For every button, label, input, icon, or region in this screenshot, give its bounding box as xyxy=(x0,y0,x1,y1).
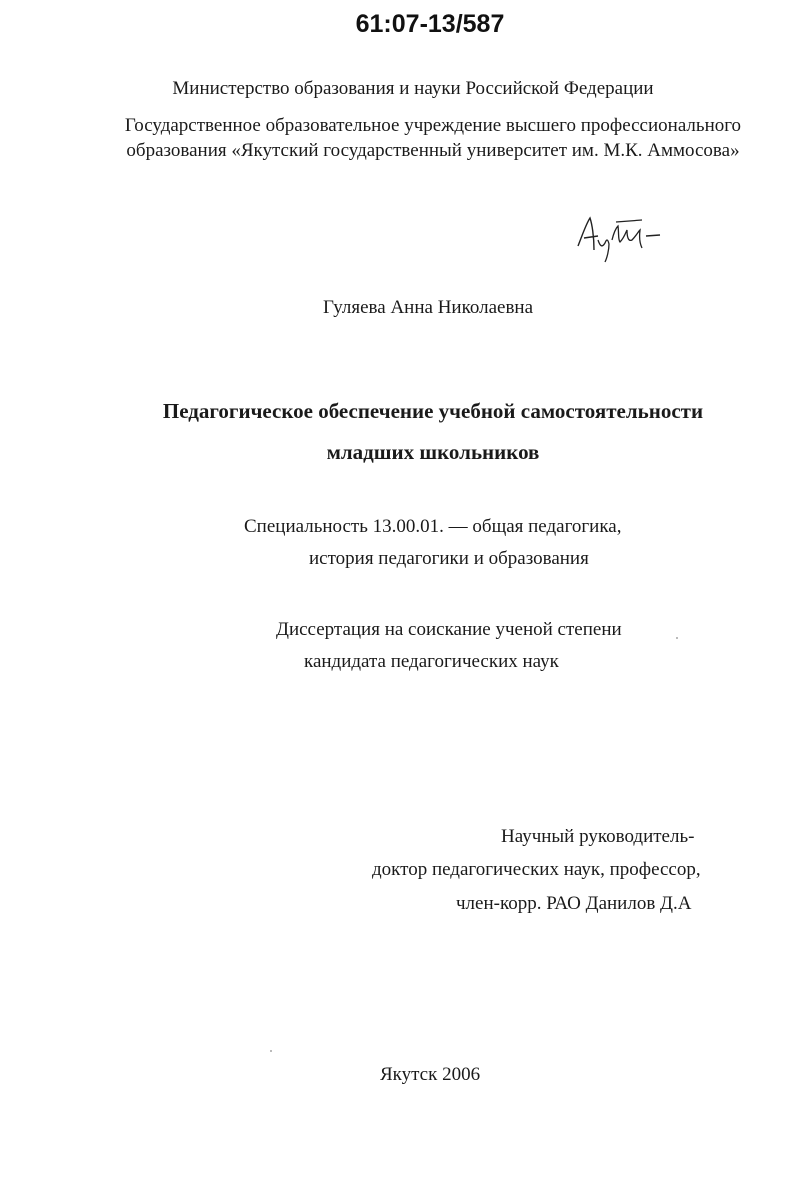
specialty-line2: история педагогики и образования xyxy=(309,548,589,569)
author-name: Гуляева Анна Николаевна xyxy=(322,297,534,318)
institution-name-line1: Государственное образовательное учреждение высшего профессионального xyxy=(124,115,742,136)
supervisor-degree: доктор педагогических наук, профессор, xyxy=(372,859,701,880)
supervisor-label: Научный руководитель- xyxy=(501,826,695,847)
city-year: Якутск 2006 xyxy=(380,1064,481,1085)
supervisor-name: член-корр. РАО Данилов Д.А xyxy=(456,893,692,914)
degree-line2: кандидата педагогических наук xyxy=(304,651,559,672)
scan-speck xyxy=(676,637,678,639)
dissertation-title-line1: Педагогическое обеспечение учебной самостоятельности xyxy=(162,399,704,423)
institution-name-line2: образования «Якутский государственный университет им. М.К. Аммосова» xyxy=(126,140,740,161)
specialty-line1: Специальность 13.00.01. — общая педагогика, xyxy=(244,516,622,537)
scan-speck xyxy=(270,1050,272,1052)
ministry-name: Министерство образования и науки Российской Федерации xyxy=(172,78,654,99)
handwritten-signature xyxy=(572,210,662,265)
degree-line1: Диссертация на соискание ученой степени xyxy=(276,619,622,640)
dissertation-title-line2: младших школьников xyxy=(326,440,540,464)
archive-stamp-number: 61:07-13/587 xyxy=(355,10,505,38)
